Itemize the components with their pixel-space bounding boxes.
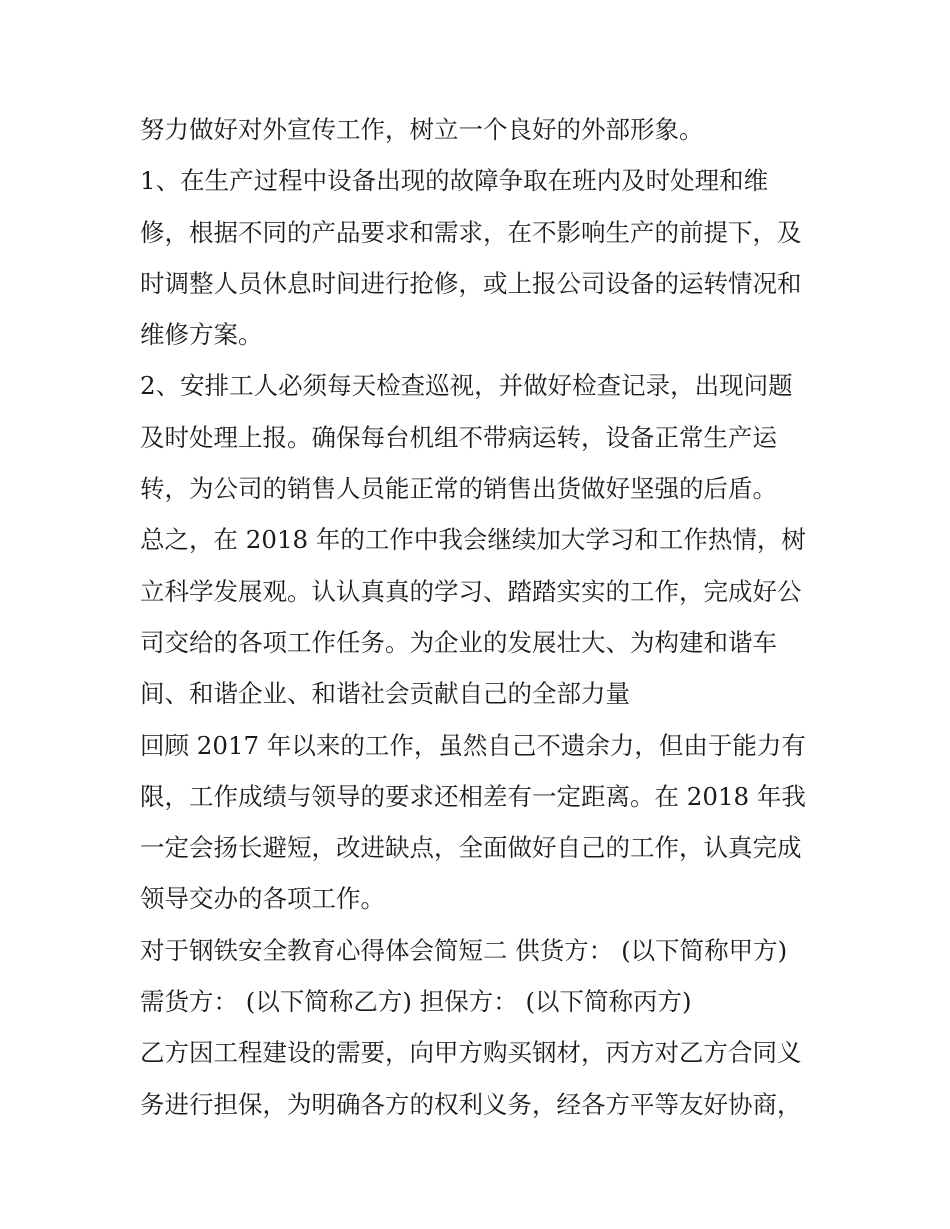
text-line: 需货方： (以下简称乙方) 担保方： (以下简称丙方)	[140, 987, 692, 1017]
text-line: 司交给的各项工作任务。为企业的发展壮大、为构建和谐车	[140, 627, 777, 657]
text-line: 2、安排工人必须每天检查巡视，并做好检查记录，出现问题	[140, 371, 793, 401]
text-line: 总之，在 2018 年的工作中我会继续加大学习和工作热情，树	[140, 525, 806, 555]
text-line: 维修方案。	[140, 320, 263, 350]
text-line: 及时处理上报。确保每台机组不带病运转，设备正常生产运	[140, 422, 777, 452]
text-line: 乙方因工程建设的需要，向甲方购买钢材，丙方对乙方合同义	[140, 1038, 802, 1068]
text-line: 限，工作成绩与领导的要求还相差有一定距离。在 2018 年我	[140, 781, 806, 811]
text-line: 务进行担保，为明确各方的权利义务，经各方平等友好协商，	[140, 1089, 802, 1119]
document-body	[140, 104, 820, 1130]
text-line: 转，为公司的销售人员能正常的销售出货做好坚强的后盾。	[140, 474, 777, 504]
text-line: 回顾 2017 年以来的工作，虽然自己不遗余力，但由于能力有	[140, 730, 806, 760]
text-line: 对于钢铁安全教育心得体会简短二 供货方： (以下简称甲方)	[140, 935, 788, 965]
text-line: 修，根据不同的产品要求和需求，在不影响生产的前提下，及	[140, 217, 802, 247]
text-line: 间、和谐企业、和谐社会贡献自己的全部力量	[140, 679, 630, 709]
text-line: 时调整人员休息时间进行抢修，或上报公司设备的运转情况和	[140, 268, 802, 298]
text-line: 1、在生产过程中设备出现的故障争取在班内及时处理和维	[140, 166, 769, 196]
text-line: 一定会扬长避短，改进缺点，全面做好自己的工作，认真完成	[140, 833, 802, 863]
text-line: 领导交办的各项工作。	[140, 884, 385, 914]
text-line: 努力做好对外宣传工作，树立一个良好的外部形象。	[140, 115, 704, 144]
text-line: 立科学发展观。认认真真的学习、踏踏实实的工作，完成好公	[140, 576, 802, 606]
